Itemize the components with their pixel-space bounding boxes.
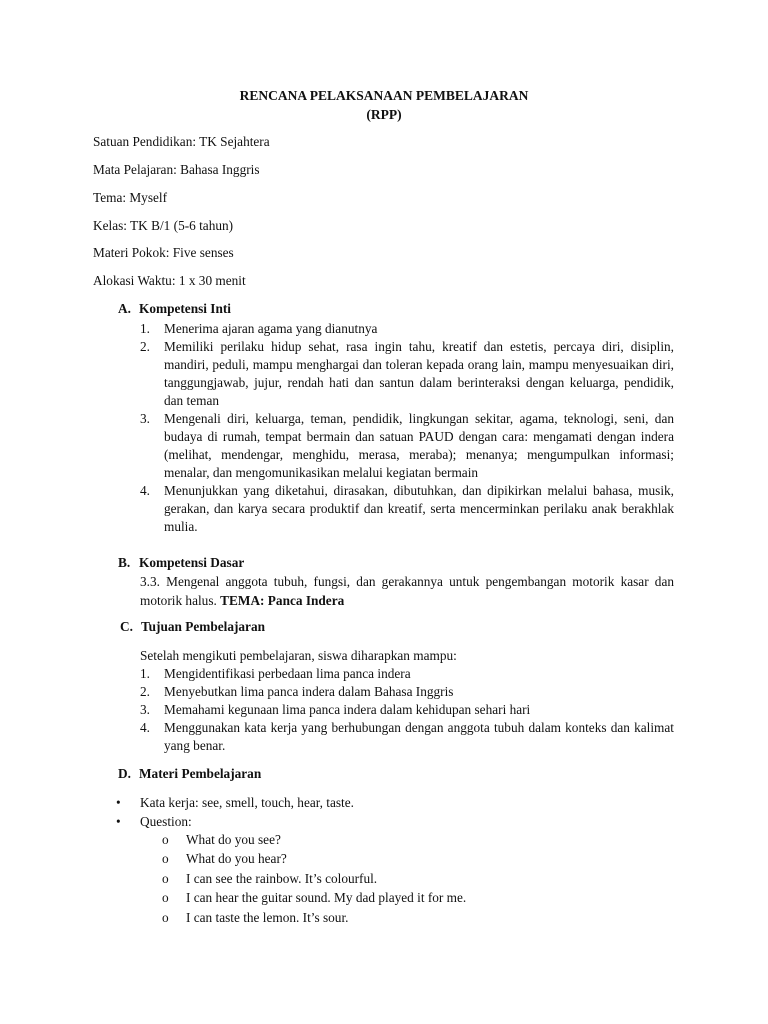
section-a-title: Kompetensi Inti [139,301,231,316]
section-a-heading [118,301,231,317]
section-b-paragraph [140,573,674,610]
sub-bullet-item: What do you hear? [186,851,287,866]
meta-class: Kelas: TK B/1 (5-6 tahun) [93,218,234,233]
section-a-list [140,320,674,536]
bullet-item: Kata kerja: see, smell, touch, hear, taste. [140,795,354,810]
list-item: 4. Menunjukkan yang diketahui, dirasakan, dibutuhkan, dan dipikirkan melalui bahasa, musik, gerakan, dan karya secara produktif dan kreatif, serta mencerminkan perilaku anak berakhlak mulia. [140,483,674,534]
sub-bullet-marker: o [162,851,169,866]
list-item: 2. Memiliki perilaku hidup sehat, rasa ingin tahu, kreatif dan estetis, percaya diri, disiplin, mandiri, peduli, mampu menghargai dan toleran kepada orang lain, mampu menyesuaikan diri, tanggungjawab, jujur, rendah hati dan santun dalam berinteraksi dengan keluarga, pendidik, dan teman [140,339,674,408]
document-title: RENCANA PELAKSANAAN PEMBELAJARAN [239,88,529,103]
sub-bullet-marker: o [162,890,169,905]
bullet-item: Question: [140,814,192,829]
section-c-title: Tujuan Pembelajaran [141,619,265,634]
sub-bullet-item: What do you see? [186,832,281,847]
list-item: 2. Menyebutkan lima panca indera dalam Bahasa Inggris [140,684,454,699]
list-item: 1. Menerima ajaran agama yang dianutnya [140,321,378,336]
bullet-icon: • [116,795,121,810]
bullet-icon: • [116,814,121,829]
section-c-heading [120,619,265,635]
section-c-letter: C. [120,619,133,634]
meta-theme: Tema: Myself [93,190,168,205]
section-b-letter: B. [118,555,131,570]
sub-bullet-item: I can see the rainbow. It’s colourful. [186,871,378,886]
section-b-text: 3.3. Mengenal anggota tubuh, fungsi, dan gerakannya untuk pengembangan motorik kasar dan motorik halus. [140,574,674,608]
sub-bullet-marker: o [162,871,169,886]
sub-bullet-marker: o [162,910,169,925]
section-c-intro: Setelah mengikuti pembelajaran, siswa diharapkan mampu: [140,648,457,663]
section-c-list [140,665,674,755]
section-b-title: Kompetensi Dasar [139,555,245,570]
document-subtitle: (RPP) [366,107,402,122]
list-item: 4. Menggunakan kata kerja yang berhubungan dengan anggota tubuh dalam konteks dan kalimat yang benar. [140,720,674,753]
sub-bullet-item: I can taste the lemon. It’s sour. [186,910,349,925]
sub-bullet-marker: o [162,832,169,847]
section-d-letter: D. [118,766,131,781]
section-d-title: Materi Pembelajaran [139,766,262,781]
section-b-heading [118,555,244,571]
meta-subject: Mata Pelajaran: Bahasa Inggris [93,162,260,177]
list-item: 3. Memahami kegunaan lima panca indera dalam kehidupan sehari hari [140,702,531,717]
list-item: 1. Mengidentifikasi perbedaan lima panca indera [140,666,411,681]
section-b-theme: TEMA: Panca Indera [220,592,345,608]
section-d-heading [118,766,261,782]
list-item: 3. Mengenali diri, keluarga, teman, pendidik, lingkungan sekitar, agama, teknologi, seni, dan budaya di rumah, tempat bermain dan satuan PAUD dengan cara: mengamati dengan indera (melihat, mendengar, menghidu, merasa, meraba); menanya; mengumpulkan informasi; menalar, dan mengomunikasikan melalui kegiatan bermain [140,411,674,480]
meta-time: Alokasi Waktu: 1 x 30 menit [93,273,246,288]
meta-topic: Materi Pokok: Five senses [93,245,234,260]
meta-school: Satuan Pendidikan: TK Sejahtera [93,134,270,149]
sub-bullet-item: I can hear the guitar sound. My dad played it for me. [186,890,467,905]
section-a-letter: A. [118,301,131,316]
